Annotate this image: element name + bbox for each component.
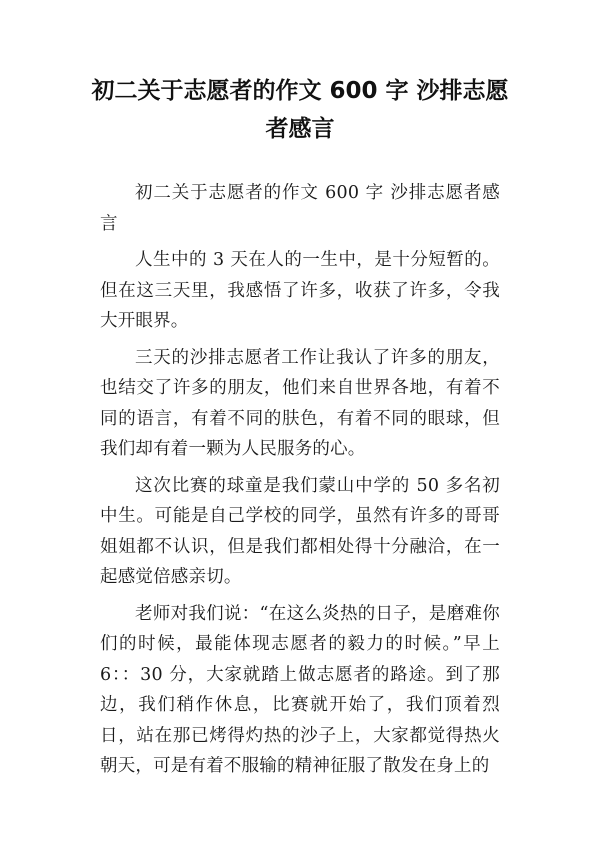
paragraph: 三天的沙排志愿者工作让我认了许多的朋友，也结交了许多的朋友，他们来自世界各地，有着不同的语言，有着不同的肤色，有着不同的眼球，但我们却有着一颗为人民服务的心。 bbox=[100, 347, 500, 459]
paragraph: 这次比赛的球童是我们蒙山中学的 50 多名初中生。可能是自己学校的同学，虽然有许多的哥哥姐姐都不认识，但是我们都相处得十分融洽，在一起感觉倍感亲切。 bbox=[100, 475, 500, 587]
paragraph: 初二关于志愿者的作文 600 字 沙排志愿者感言 bbox=[100, 183, 500, 234]
document-title: 初二关于志愿者的作文 600 字 沙排志愿者感言 bbox=[91, 78, 509, 142]
document-body bbox=[100, 178, 500, 788]
paragraph: 老师对我们说：“在这么炎热的日子，是磨难你们的时候，最能体现志愿者的毅力的时候。”早上 6：：30 分，大家就踏上做志愿者的路途。到了那边，我们稍作休息，比赛就开始了，我们顶着烈日，站在那已烤得灼热的沙子上，大家都觉得热火朝天，可是有着不服输的精神征服了散发在身上的 bbox=[100, 603, 500, 776]
paragraph: 人生中的 3 天在人的一生中，是十分短暂的。但在这三天里，我感悟了许多，收获了许多，令我大开眼界。 bbox=[100, 250, 500, 331]
